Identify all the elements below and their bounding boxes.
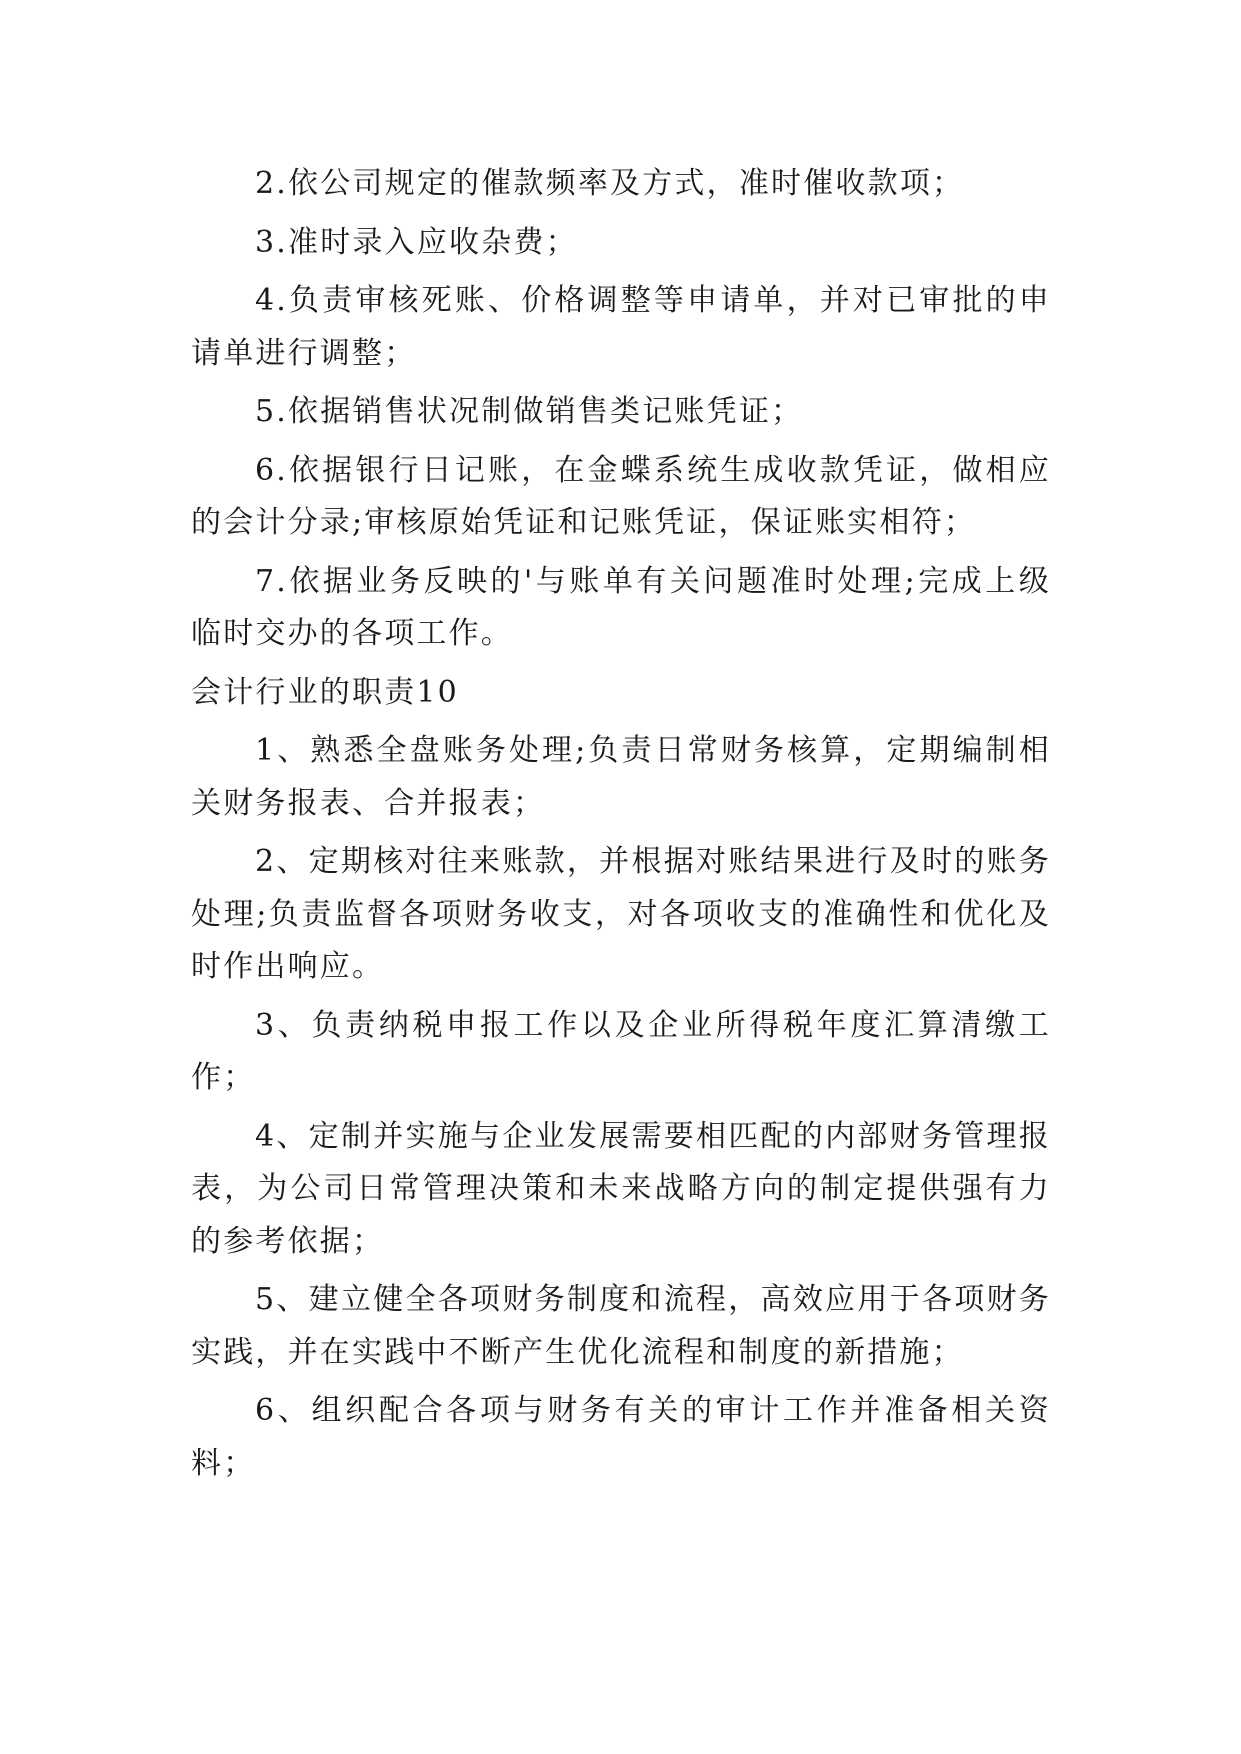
paragraph-item-3: 3、负责纳税申报工作以及企业所得税年度汇算清缴工作； <box>191 1007 1051 1095</box>
paragraph-item-1: 1、熟悉全盘账务处理;负责日常财务核算，定期编制相关财务报表、合并报表； <box>191 733 1051 821</box>
section-heading: 会计行业的职责10 <box>191 674 459 710</box>
paragraph-duty-6: 6.依据银行日记账，在金蝶系统生成收款凭证，做相应的会计分录;审核原始凭证和记账凭证，保证账实相符； <box>191 452 1051 540</box>
paragraph-item-4: 4、定制并实施与企业发展需要相匹配的内部财务管理报表，为公司日常管理决策和未来战略方向的制定提供强有力的参考依据； <box>191 1118 1051 1259</box>
paragraph-item-2: 2、定期核对往来账款，并根据对账结果进行及时的账务处理;负责监督各项财务收支，对各项收支的准确性和优化及时作出响应。 <box>191 844 1051 984</box>
paragraph-duty-7: 7.依据业务反映的'与账单有关问题准时处理;完成上级临时交办的各项工作。 <box>191 563 1051 651</box>
paragraph-duty-4: 4.负责审核死账、价格调整等申请单，并对已审批的申请单进行调整； <box>191 283 1051 371</box>
document-body <box>191 158 1051 1496</box>
paragraph-item-5: 5、建立健全各项财务制度和流程，高效应用于各项财务实践，并在实践中不断产生优化流程和制度的新措施； <box>191 1282 1051 1370</box>
paragraph-item-6: 6、组织配合各项与财务有关的审计工作并准备相关资料； <box>191 1393 1051 1481</box>
paragraph-duty-5: 5.依据销售状况制做销售类记账凭证； <box>255 394 804 429</box>
paragraph-duty-2: 2.依公司规定的催款频率及方式，准时催收款项； <box>255 166 965 201</box>
paragraph-duty-3: 3.准时录入应收杂费； <box>255 224 578 260</box>
